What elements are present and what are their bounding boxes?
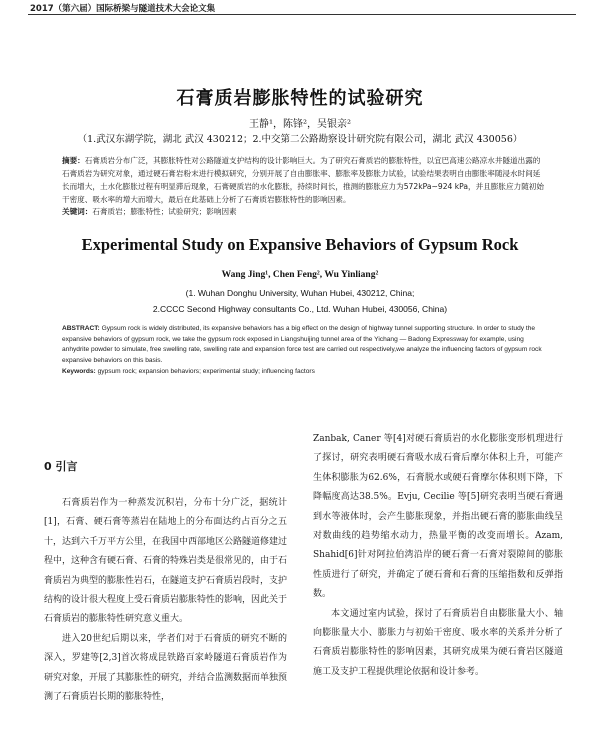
english-keywords-text: gypsum rock; expansion behaviors; experimental study; influencing factors [97,368,315,375]
chinese-affiliation: （1.武汉东湖学院，湖北 武汉 430212；2.中交第二公路勘察设计研究院有限公司，湖北 武汉 430056） [77,134,523,145]
body-paragraph: Zanbak, Caner 等[4]对硬石膏质岩的水化膨胀变形机理进行了探讨，研究表明硬石膏吸水成石膏后摩尔体积上升，可能产生体积膨胀为62.6%，石膏脱水或硬石膏摩尔体积则下降，下降幅度高达38.5%。Evju, Cecilie 等[5]研究表明当硬石膏遇到水等液体时，会产生膨胀现象，并指出硬石膏的膨胀曲线呈对数曲线的趋势缩水动力，热量平衡的改变而增长。Azam, Shahid[6]针对阿拉伯湾沿岸的硬石膏一石膏对裂隙间的膨胀性质进行了研究，并确定了硬石膏和石膏的压缩指数和反弹指数。 [313,434,563,600]
header-rule [28,14,576,15]
body-right-column [313,430,563,682]
chinese-abstract [62,154,546,206]
body-paragraph: 本文通过室内试验，探讨了石膏质岩自由膨胀量大小、轴向膨胀量大小、膨胀力与初始干密度、吸水率的关系并分析了石膏质岩膨胀特性的影响因素，其研究成果为硬石膏岩区隧道施工及支护工程提供理论依据和设计参考。 [313,608,563,677]
running-header: 2017（第六届）国际桥梁与隧道技术大会论文集 [30,4,216,14]
english-authors: Wang Jing¹, Chen Feng², Wu Yinliang² [221,270,379,280]
chinese-abstract-label: 摘要： [62,156,85,165]
english-title: Experimental Study on Expansive Behaviors of Gypsum Rock [81,235,519,254]
chinese-keywords-text: 石膏质岩；膨胀特性；试验研究；影响因素 [92,207,237,216]
chinese-keywords-label: 关键词： [62,207,93,216]
english-abstract [62,324,546,366]
english-keywords-label: Keywords: [62,368,96,375]
chinese-authors: 王静¹，陈锋²，吴银亲² [248,119,352,130]
english-keywords [62,368,546,375]
english-abstract-label: ABSTRACT: [62,325,100,332]
body-left-column [44,460,287,707]
body-paragraph: 石膏质岩作为一种蒸发沉积岩，分布十分广泛，据统计[1]，石膏、硬石膏等蒸岩在陆地上的分布面达约占百分之五十，达到六千万平方公里，在我国中西部地区公路隧道修建过程中，这种含有硬石膏、石膏的特殊岩类是很常见的，由于石膏质岩为典型的膨胀性岩石，在隧道支护石膏质岩段时，支护结构的设计很大程度上受石膏质岩膨胀特性的影响，因此关于石膏质岩的膨胀特性研究意义重大。 [44,498,288,625]
body-paragraph: 进入20世纪后期以来，学者们对于石膏质的研究不断的深入，罗建等[2,3]首次将成昆铁路百家岭隧道石膏质岩作为研究对象，开展了其膨胀性的研究，并结合监测数据而单独预测了石膏质岩长期的膨胀特性， [44,633,288,703]
section-heading-introduction: 0 引言 [44,460,78,473]
english-abstract-text: Gypsum rock is widely distributed, its expansive behaviors has a big effect on the design of highway tunnel supporting structure. In order to study the expansive behaviors of gypsum rock, we take the gypsum rock exposed in Liangshuijing tunnel area of the Yichang — Badong Expressway for example, using anhydrite powder to simulate, free swelling rate, swelling rate and expansion force test are carried out respectively,we analyze the influencing factors of gypsum rock expansive behaviors on this basis. [62,325,542,364]
chinese-title: 石膏质岩膨胀特性的试验研究 [176,88,424,109]
chinese-abstract-text: 石膏质岩分布广泛，其膨胀特性对公路隧道支护结构的设计影响巨大。为了研究石膏质岩的膨胀特性，以宜巴高速公路凉水井隧道出露的石膏质岩为研究对象，通过硬石膏岩粉末进行模拟研究，分别开展了自由膨胀率、膨胀率及膨胀力试验，试验结果表明自由膨胀率随浸水时间延长而增大，土水化膨胀过程有明显滞后现象，石膏硬质岩的水化膨胀，持续时间长，推测的膨胀应力为572kPa~924 kPa，并且膨胀应力随初始干密度、吸水率的增大而增大，最后在此基础上分析了石膏质岩膨胀特性的影响因素。 [62,156,544,204]
chinese-keywords [62,206,546,217]
english-affiliation-2: 2.CCCC Second Highway consultants Co., Ltd. Wuhan Hubei, 430056, China) [152,304,448,314]
english-affiliation-1: (1. Wuhan Donghu University, Wuhan Hubei, 430212, China; [185,288,415,298]
